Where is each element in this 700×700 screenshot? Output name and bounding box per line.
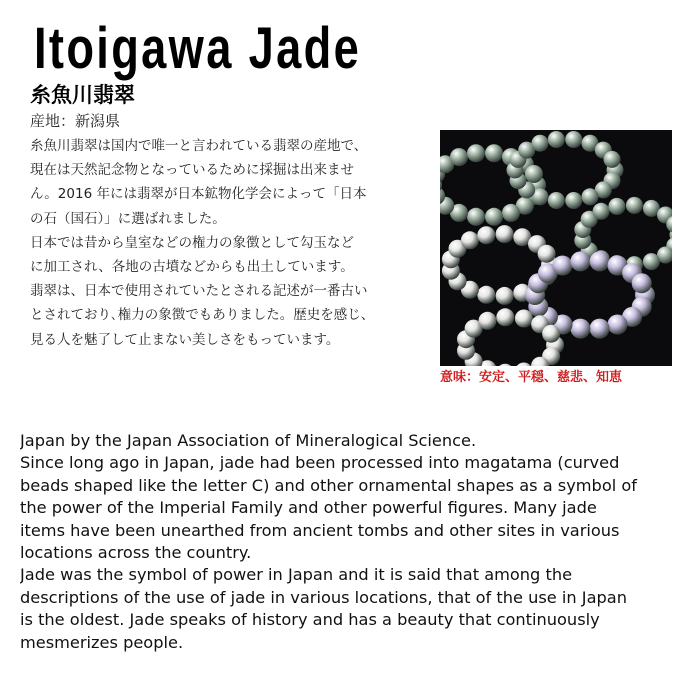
jp-line: 翡翠は、日本で使用されていたとされる記述が一番古い [30,283,368,300]
en-line: the power of the Imperial Family and other powerful figures. Many jade [20,498,597,518]
bead [548,192,565,209]
en-line: descriptions of the use of jade in various locations, that of the use in Japan [20,587,627,607]
japanese-title: 糸魚川翡翠 [30,83,135,107]
bead [570,319,590,339]
bead [532,135,549,152]
bead [542,325,560,343]
bead [590,251,610,271]
bead [570,251,590,271]
jp-line: 日本では昔から皇室などの権力の象徴として勾玉など [30,234,354,251]
bead [515,310,533,328]
jp-line: の石（国石）」に選ばれました。 [30,210,226,227]
bead [467,144,485,162]
japanese-description [30,134,430,352]
jade-bracelets-photo [440,130,672,366]
bead [608,198,625,215]
bead [467,208,485,226]
en-line: beads shaped like the letter C) and other ornamental shapes as a symbol of [20,475,637,495]
bead [496,308,514,326]
jp-line: 見る人を魅了して止まない美しさをもっています。 [30,331,340,348]
bead [626,197,643,214]
bead [515,363,533,367]
bead [502,204,520,222]
jp-line: とされており､権力の象徴でもありました。歴史を感じ、 [30,307,375,324]
bead [450,148,468,166]
bead [608,315,628,335]
bead [553,256,573,276]
en-line: is the oldest. Jade speaks of history and has a beauty that continuously [20,610,600,630]
bead [485,144,503,162]
en-line: items have been unearthed from ancient tombs and other sites in various [20,520,620,540]
bead [582,188,599,205]
bead [525,165,543,183]
bead [590,319,610,339]
bead [477,226,495,244]
bead [496,287,514,305]
en-line: Jade was the symbol of power in Japan and it is said that among the [20,565,573,585]
bead [477,286,495,304]
bead [485,208,503,226]
bead [565,192,582,209]
bead [632,273,652,293]
bead [538,245,556,263]
bead [496,364,514,366]
bead [643,253,660,270]
bead [461,231,479,249]
origin-label: 産地：新潟県 [30,112,121,130]
jp-line: ん。2016 年には翡翠が日本鉱物化学会によって「日本 [30,186,367,203]
en-line: Since long ago in Japan, jade had been processed into magatama (curved [20,453,620,473]
bead [496,225,514,243]
en-line: mesmerizes people. [20,632,184,652]
meaning-caption: 意味：安定、平穏、慈悲、知恵 [440,370,623,385]
jp-line: 糸魚川翡翠は国内で唯一と言われている翡翠の産地で、 [30,138,368,154]
page-title: Itoigawa Jade [34,16,362,81]
en-line: locations across the country. [20,543,252,563]
jp-line: 現在は天然記念物となっているために採掘は出来ませ [30,162,354,179]
bead [565,131,582,148]
bead [593,203,610,220]
bead [548,131,565,148]
jp-line: に加工され、各地の古墳などからも出土しています。 [30,259,354,276]
bead [604,151,621,168]
bead [479,312,497,330]
english-description [20,430,685,654]
en-line: Japan by the Japan Association of Mineralogical Science. [20,431,477,450]
jade-bracelets-image [440,130,672,366]
